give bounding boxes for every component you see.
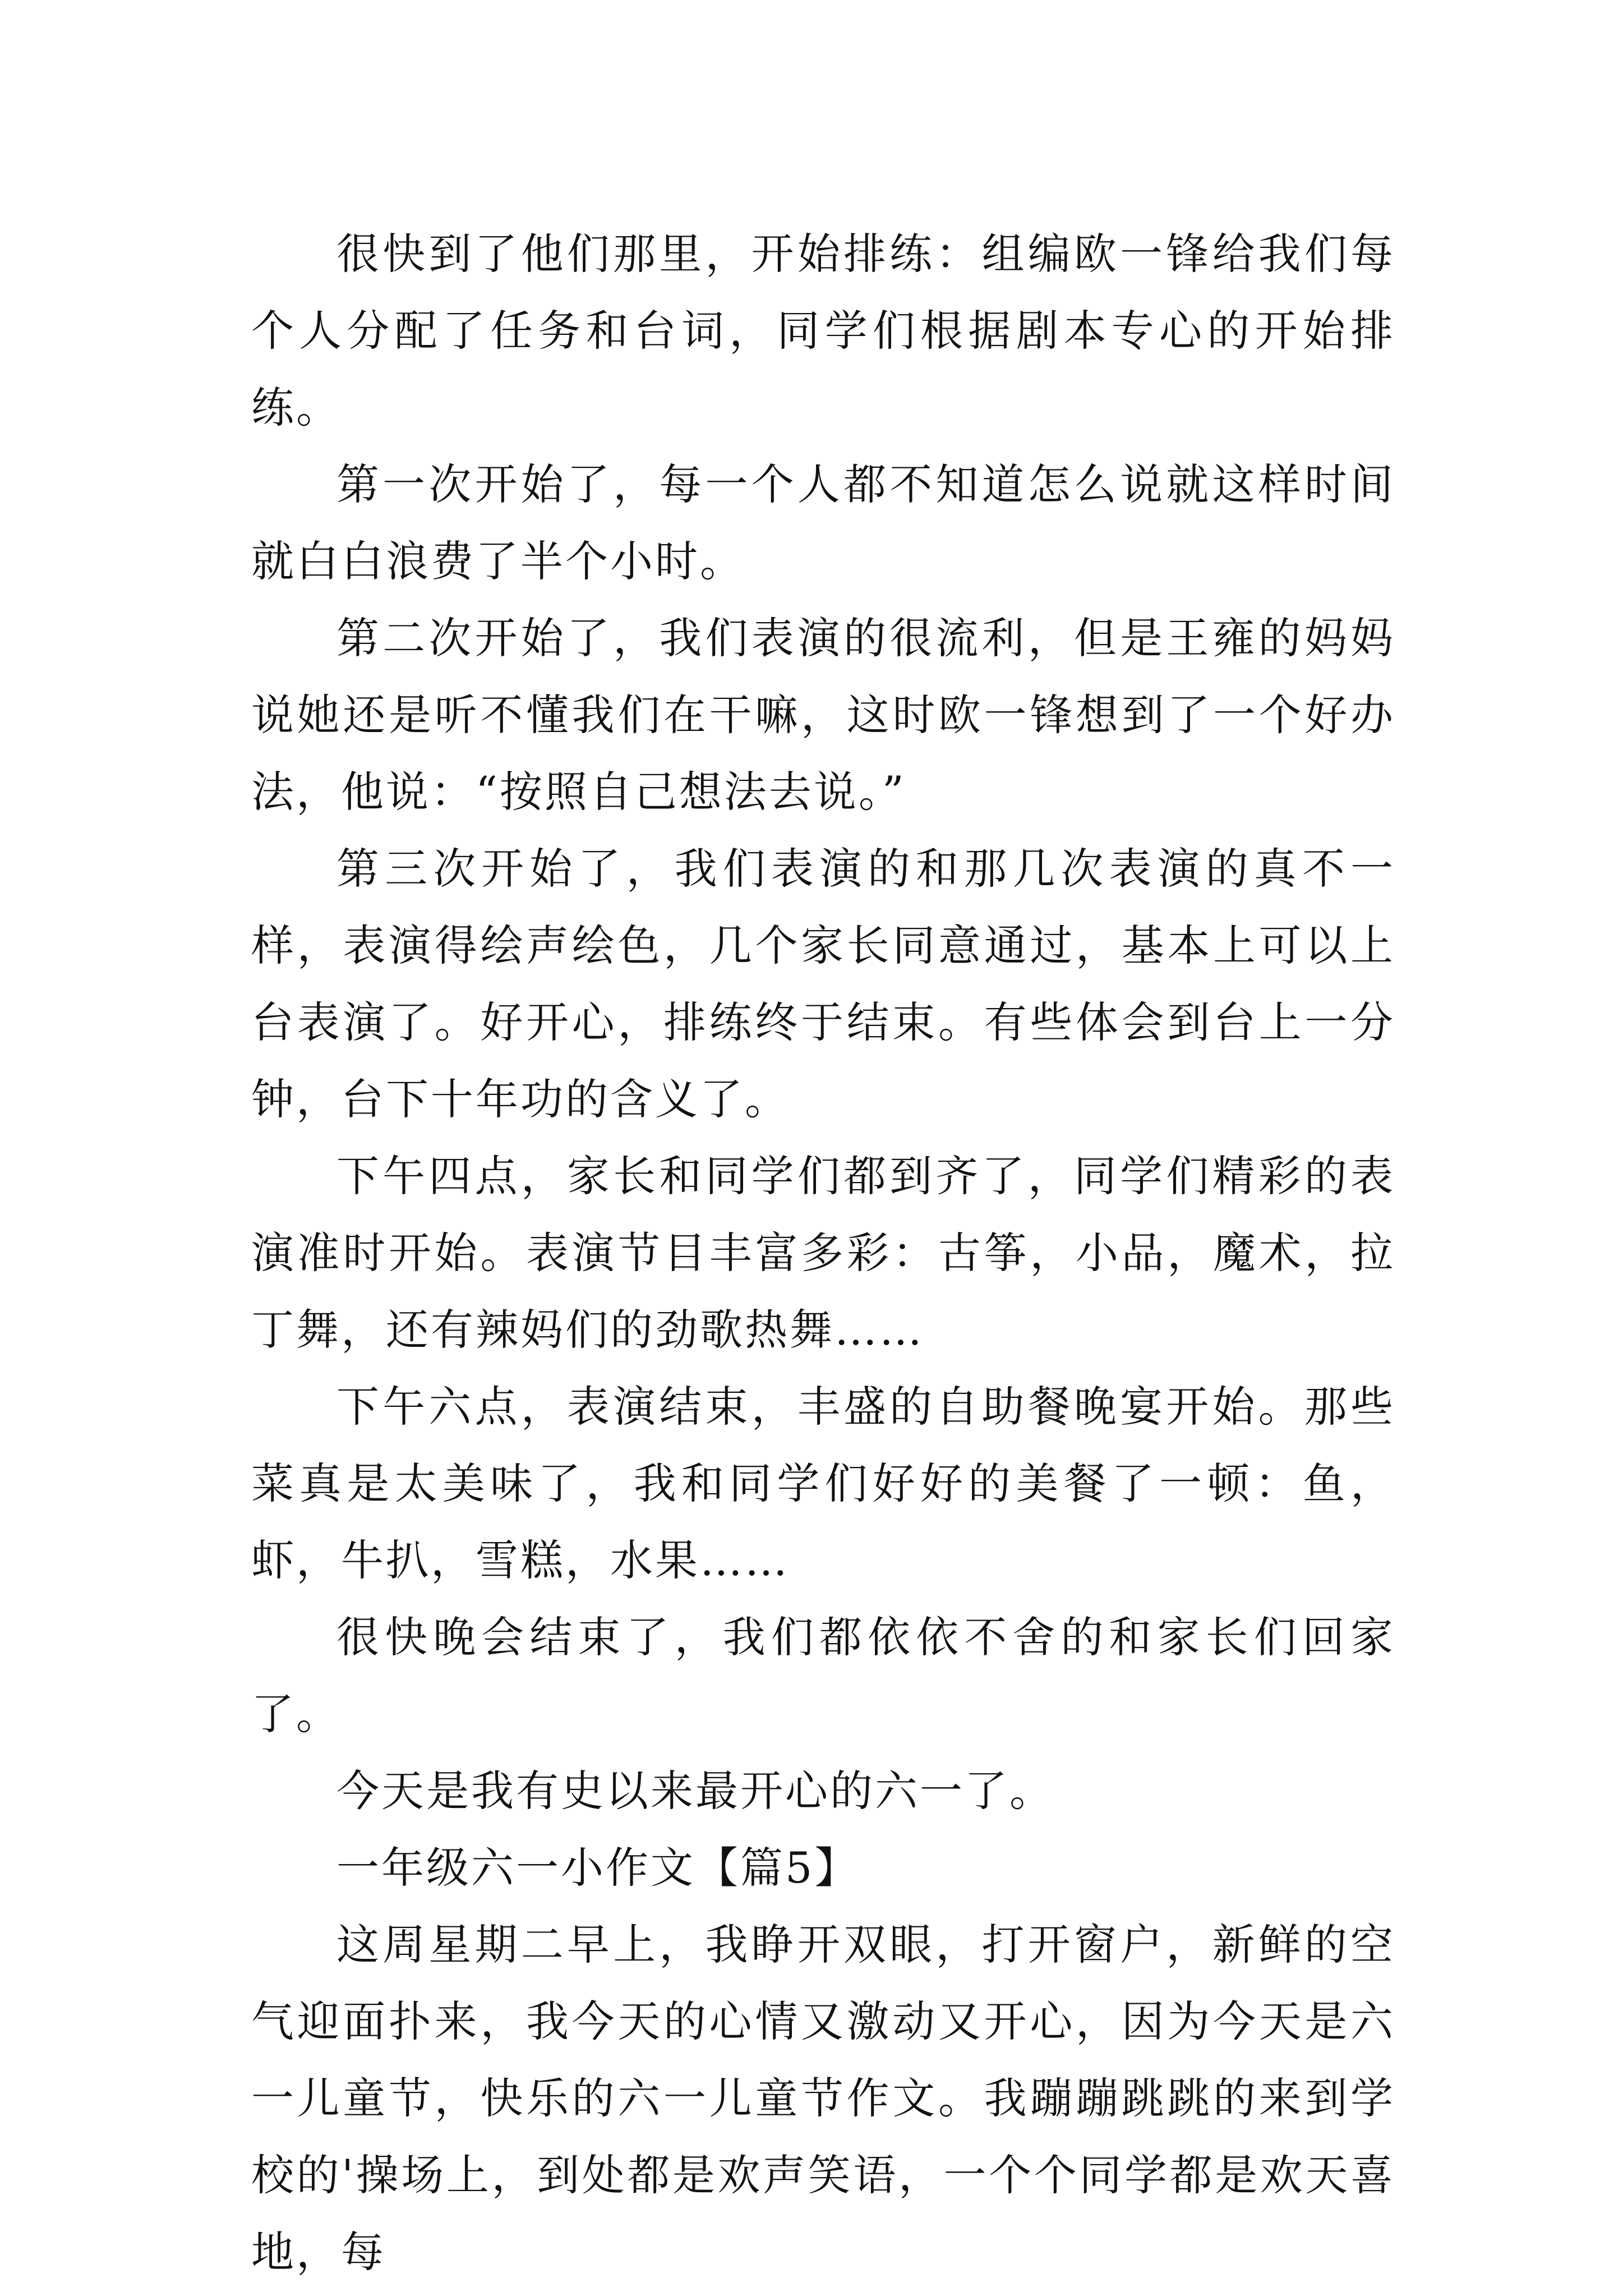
document-body	[251, 215, 1395, 2290]
paragraph-four-pm: 下午四点，家长和同学们都到齐了，同学们精彩的表演准时开始。表演节目丰富多彩：古筝，小品，魔术，拉丁舞，还有辣妈们的劲歌热舞……	[251, 1151, 1395, 1355]
paragraph-second-attempt: 第二次开始了，我们表演的很流利，但是王雍的妈妈说她还是听不懂我们在干嘛，这时欧一锋想到了一个好办法，他说：“按照自己想法去说。”	[251, 613, 1395, 817]
paragraph-third-attempt: 第三次开始了，我们表演的和那几次表演的真不一样，表演得绘声绘色，几个家长同意通过，基本上可以上台表演了。好开心，排练终于结束。有些体会到台上一分钟，台下十年功的含义了。	[251, 844, 1395, 1124]
paragraph-happiest-day: 今天是我有史以来最开心的六一了。	[336, 1766, 1054, 1816]
section-heading: 一年级六一小作文【篇5】	[336, 1843, 860, 1893]
paragraph-party-end: 很快晚会结束了，我们都依依不舍的和家长们回家了。	[251, 1612, 1395, 1739]
paragraph-tuesday-morning: 这周星期二早上，我睁开双眼，打开窗户，新鲜的空气迎面扑来，我今天的心情又激动又开心，因为今天是六一儿童节，快乐的六一儿童节作文。我蹦蹦跳跳的来到学校的'操场上，到处都是欢声笑语，一个个同学都是欢天喜地，每	[251, 1920, 1395, 2277]
paragraph-six-pm: 下午六点，表演结束，丰盛的自助餐晚宴开始。那些菜真是太美味了，我和同学们好好的美餐了一顿：鱼，虾，牛扒，雪糕，水果……	[251, 1382, 1395, 1585]
paragraph-first-attempt: 第一次开始了，每一个人都不知道怎么说就这样时间就白白浪费了半个小时。	[251, 459, 1395, 586]
paragraph-rehearsal-start: 很快到了他们那里，开始排练：组编欧一锋给我们每个人分配了任务和台词，同学们根据剧本专心的开始排练。	[251, 229, 1395, 432]
